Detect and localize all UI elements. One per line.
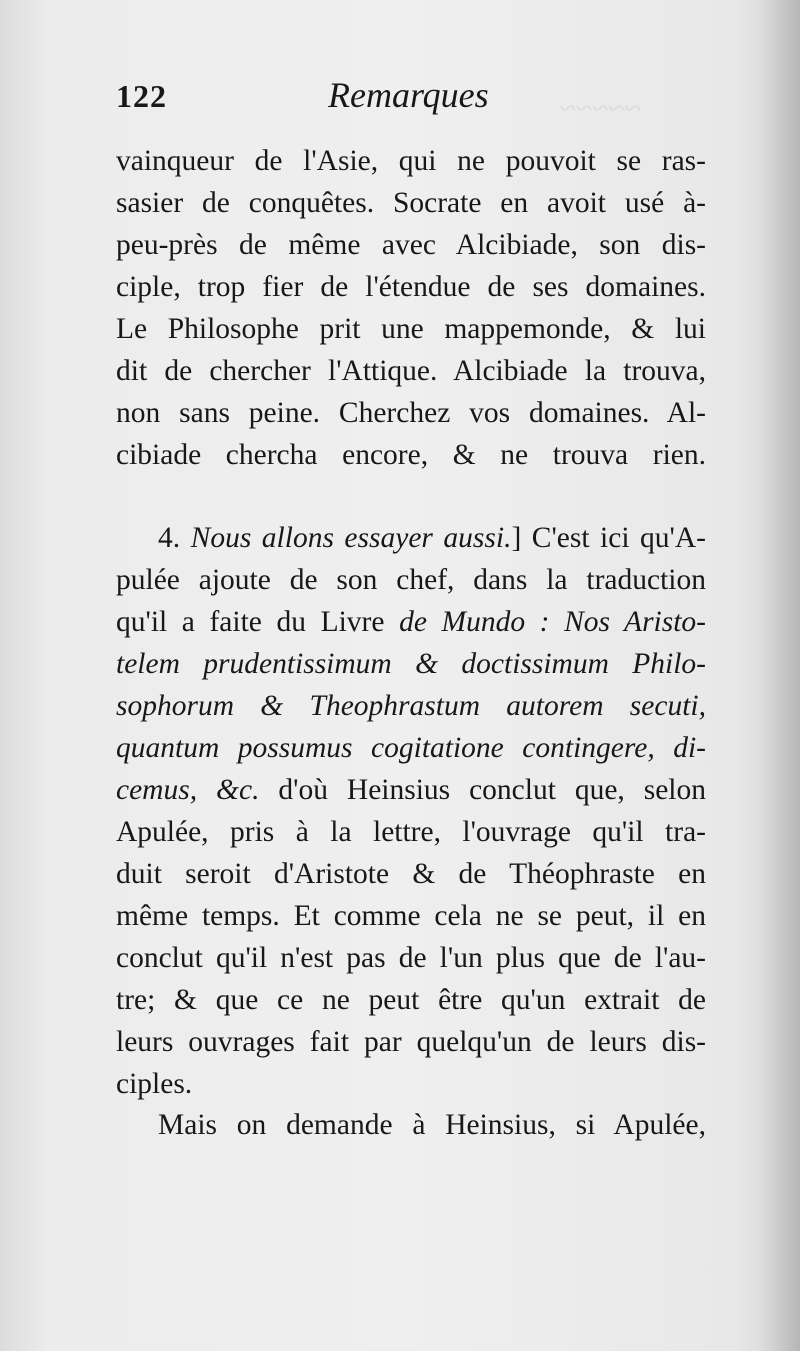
text-line: ciple, trop fier de l'étendue de ses domaines.: [116, 271, 706, 303]
text-line: duit seroit d'Aristote & de Théophraste en: [116, 858, 706, 890]
text-line: sasier de conquêtes. Socrate en avoit usé à-: [116, 187, 706, 219]
text-line: [116, 769, 706, 811]
latin-quote: de Mundo : Nos Aristo-: [399, 606, 706, 638]
paragraph-1: [116, 140, 706, 476]
show-through-mark: ~~~~~: [560, 92, 642, 125]
text-line: même temps. Et comme cela ne se peut, il en: [116, 900, 706, 932]
text-line: tre; & que ce ne peut être qu'un extrait de: [116, 984, 706, 1016]
text-line: peu-près de même avec Alcibiade, son dis-: [116, 229, 706, 261]
text-segment: qu'il a faite du Livre: [116, 606, 385, 638]
text-line: ciples.: [116, 1068, 193, 1100]
text-line: [116, 601, 706, 643]
page-number: 122: [116, 78, 167, 114]
note-number: 4.: [158, 522, 181, 554]
text-segment: ] C'est ici qu'A-: [511, 522, 706, 554]
page-header: [116, 75, 716, 118]
latin-quote-line: quantum possumus cogitatione contingere, di-: [116, 732, 706, 764]
page-edge-shadow: [760, 0, 800, 1351]
text-segment: d'où Heinsius conclut que, selon: [278, 774, 707, 806]
text-line: non sans peine. Cherchez vos domaines. Al-: [116, 397, 706, 429]
text-line: [116, 517, 706, 559]
quoted-phrase: Nous allons essayer aussi.: [190, 522, 512, 554]
latin-quote: cemus, &c.: [116, 774, 260, 806]
paragraph-2: [116, 517, 706, 1105]
text-line: Le Philosophe prit une mappemonde, & lui: [116, 313, 706, 345]
text-line: leurs ouvrages fait par quelqu'un de leurs dis-: [116, 1026, 706, 1058]
text-line: cibiade chercha encore, & ne trouva rien.: [116, 439, 706, 471]
text-line: dit de chercher l'Attique. Alcibiade la trouva,: [116, 355, 706, 387]
text-line: pulée ajoute de son chef, dans la traduction: [116, 564, 706, 596]
text-line: conclut qu'il n'est pas de l'un plus que de l'au-: [116, 942, 706, 974]
latin-quote-line: telem prudentissimum & doctissimum Philo-: [116, 648, 706, 680]
show-through-mark: [180, 482, 700, 510]
text-line: Mais on demande à Heinsius, si Apulée,: [158, 1109, 706, 1141]
latin-quote-line: sophorum & Theophrastum autorem secuti,: [116, 690, 706, 722]
text-line: Apulée, pris à la lettre, l'ouvrage qu'il tra-: [116, 816, 706, 848]
paragraph-3: [116, 1104, 706, 1146]
text-line: vainqueur de l'Asie, qui ne pouvoit se ras-: [116, 145, 706, 177]
running-title: Remarques: [328, 75, 489, 115]
